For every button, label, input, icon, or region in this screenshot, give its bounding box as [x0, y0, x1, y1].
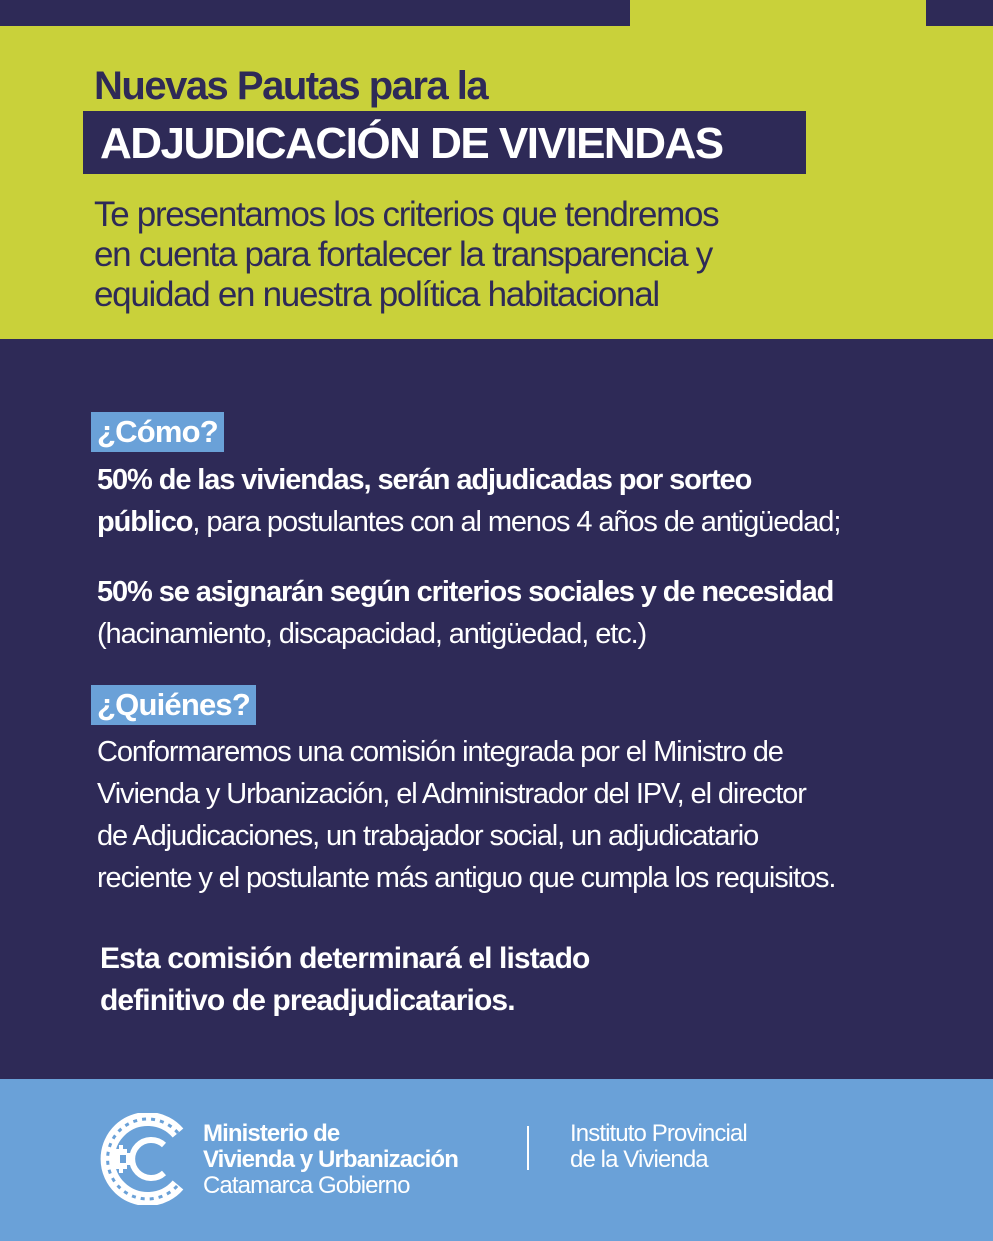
intro-text: [94, 195, 854, 315]
commission-line: Vivienda y Urbanización, el Administrador del IPV, el director: [97, 778, 806, 810]
institute-line: de la Vivienda: [570, 1146, 708, 1173]
quienes-tag: ¿Quiénes?: [91, 685, 256, 725]
intro-line: en cuenta para fortalecer la transparencia y: [94, 235, 712, 274]
top-strip-notch: [630, 0, 926, 26]
social-line1: 50% se asignarán según criterios sociales y de necesidad: [97, 576, 834, 608]
page-title: ADJUDICACIÓN DE VIVIENDAS: [100, 119, 723, 168]
government-line: Catamarca Gobierno: [203, 1172, 410, 1199]
closing-statement: [100, 938, 589, 1022]
raffle-line2-rest: , para postulantes con al menos 4 años de antigüedad;: [192, 506, 841, 538]
raffle-paragraph: [97, 459, 840, 543]
raffle-line1: 50% de las viviendas, serán adjudicadas por sorteo: [97, 464, 752, 496]
closing-line: Esta comisión determinará el listado: [100, 942, 590, 975]
institute-name: [570, 1121, 747, 1173]
commission-line: de Adjudicaciones, un trabajador social, un adjudicatario: [97, 820, 759, 852]
ministry-line: Ministerio de: [203, 1120, 340, 1147]
commission-paragraph: [97, 731, 835, 899]
ministry-line: Vivienda y Urbanización: [203, 1146, 458, 1173]
commission-line: reciente y el postulante más antiguo que cumpla los requisitos.: [97, 862, 836, 894]
closing-line: definitivo de preadjudicatarios.: [100, 984, 515, 1017]
commission-line: Conformaremos una comisión integrada por el Ministro de: [97, 736, 783, 768]
intro-line: Te presentamos los criterios que tendremos: [94, 195, 719, 234]
header-kicker: Nuevas Pautas para la: [94, 64, 488, 108]
social-line2: (hacinamiento, discapacidad, antigüedad, etc.): [97, 618, 647, 650]
raffle-line2-bold: público: [97, 506, 193, 538]
ministry-name: [203, 1121, 458, 1199]
intro-line: equidad en nuestra política habitacional: [94, 275, 659, 314]
como-tag: ¿Cómo?: [91, 412, 224, 452]
footer-divider: [527, 1126, 529, 1170]
social-criteria-paragraph: [97, 571, 833, 655]
institute-line: Instituto Provincial: [570, 1120, 747, 1147]
catamarca-c-logo-icon: [98, 1113, 190, 1205]
